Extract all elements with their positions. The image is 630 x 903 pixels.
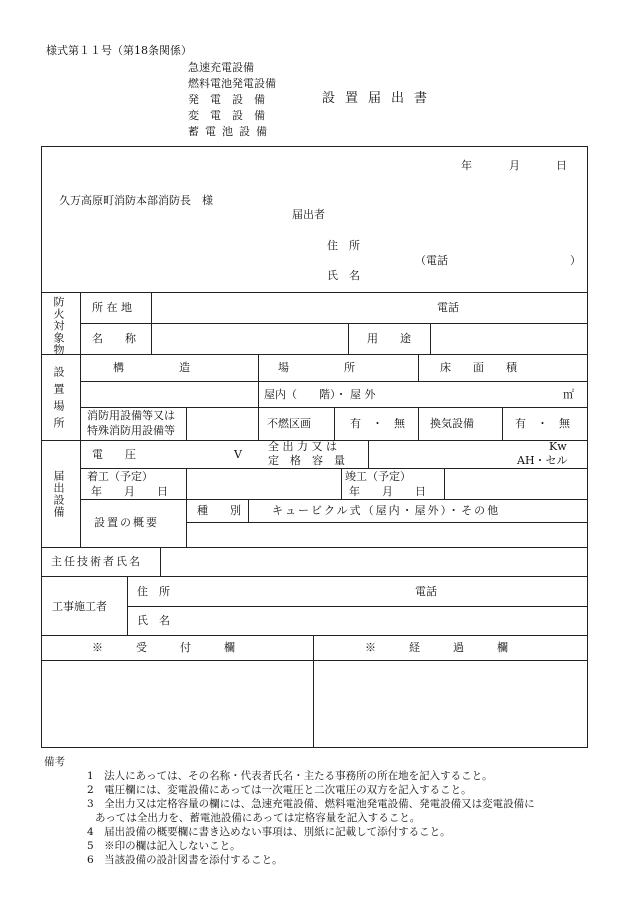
chief-engineer-label: 主任技術者氏名 (51, 555, 142, 568)
name-label: 名 称 (92, 332, 136, 345)
contractor-label: 工事施工者 (52, 600, 107, 613)
fire-equipment-label-1: 消防用設備等又は (87, 409, 175, 422)
start-label: 着工（予定） (87, 470, 153, 483)
note-item: 6 当該設備の設計図書を添付すること。 (87, 854, 283, 866)
applicant-name-label: 氏 名 (327, 269, 360, 282)
date-month: 月 (509, 159, 520, 172)
ah-unit: AH・セル (517, 454, 568, 467)
noncombustible-label: 不燃区画 (267, 417, 311, 430)
use-label: 用 途 (367, 332, 411, 345)
note-item: 4 届出設備の概要欄に書き込めない事項は、別紙に記載して添付すること。 (87, 826, 451, 838)
finish-label: 竣工（予定） (345, 470, 411, 483)
progress-label: ※ 経 過 欄 (365, 641, 508, 654)
indoor-outdoor: 屋内（ 階）・ 屋 外 (264, 388, 376, 401)
facility-5: 蓄電池設備 (188, 125, 273, 138)
finish-date: 年 月 日 (349, 485, 426, 498)
install-place-label: 設置場所 (52, 366, 65, 434)
fire-equipment-label-2: 特殊消防用設備等 (87, 424, 175, 437)
form-number: 様式第１１号（第18条関係） (46, 44, 192, 57)
applicant-address-label: 住 所 (327, 239, 360, 252)
contractor-address-label: 住 所 (137, 585, 170, 598)
output-label-2: 定 格 容 量 (268, 454, 345, 467)
facility-1: 急速充電設備 (188, 61, 254, 74)
fire-target-label: 防火対象物 (52, 296, 65, 356)
location-phone-label: 電話 (437, 301, 459, 314)
contractor-name-label: 氏 名 (137, 614, 170, 627)
contractor-phone-label: 電話 (415, 585, 437, 598)
applicant-phone-label: （電話 (415, 254, 448, 267)
notes-title: 備考 (44, 756, 65, 768)
reception-label: ※ 受 付 欄 (92, 641, 235, 654)
start-date: 年 月 日 (91, 485, 168, 498)
addressee: 久万高原町消防本部消防長 様 (59, 194, 213, 207)
equipment-label: 届出設備 (52, 470, 65, 518)
floor-area-label: 床 面 積 (440, 361, 517, 374)
date-year: 年 (461, 159, 472, 172)
facility-4: 変 電 設 備 (188, 109, 265, 122)
overview-label: 設置の概要 (94, 516, 159, 529)
note-item: 2 電圧欄には、変電設備にあっては一次電圧と二次電圧の双方を記入すること。 (87, 784, 472, 796)
note-item: 3 全出力又は定格容量の欄には、急速充電設備、燃料電池発電設備、発電設備又は変電設備に (87, 798, 535, 810)
area-unit: ㎡ (563, 388, 574, 401)
note-item: 5 ※印の欄は記入しないこと。 (87, 840, 241, 852)
location-label: 所 在 地 (92, 301, 132, 314)
output-label-1: 全 出 力 又 は (268, 440, 337, 453)
ventilation-choice: 有 ・ 無 (515, 417, 570, 430)
date-day: 日 (556, 159, 567, 172)
applicant-phone-close: ） (570, 254, 581, 267)
type-label: 種 別 (197, 504, 241, 517)
voltage-label: 電 圧 (92, 448, 136, 461)
kw-unit: Kw (549, 440, 567, 453)
voltage-unit: V (234, 448, 242, 461)
type-value: キュービクル式（屋内・屋外）・その他 (272, 504, 501, 517)
noncombustible-choice: 有 ・ 無 (350, 417, 405, 430)
document-title: 設置届出書 (322, 91, 438, 106)
ventilation-label: 換気設備 (430, 417, 474, 430)
structure-label: 構 造 (113, 361, 190, 374)
facility-2: 燃料電池発電設備 (188, 77, 276, 90)
note-item: あっては全出力を、蓄電池設備にあっては定格容量を記入すること。 (95, 812, 421, 824)
applicant-label: 届出者 (292, 208, 325, 221)
facility-3: 発 電 設 備 (188, 93, 265, 106)
place-label: 場 所 (278, 361, 355, 374)
note-item: 1 法人にあっては、その名称・代表者氏名・主たる事務所の所在地を記入すること。 (87, 770, 493, 782)
